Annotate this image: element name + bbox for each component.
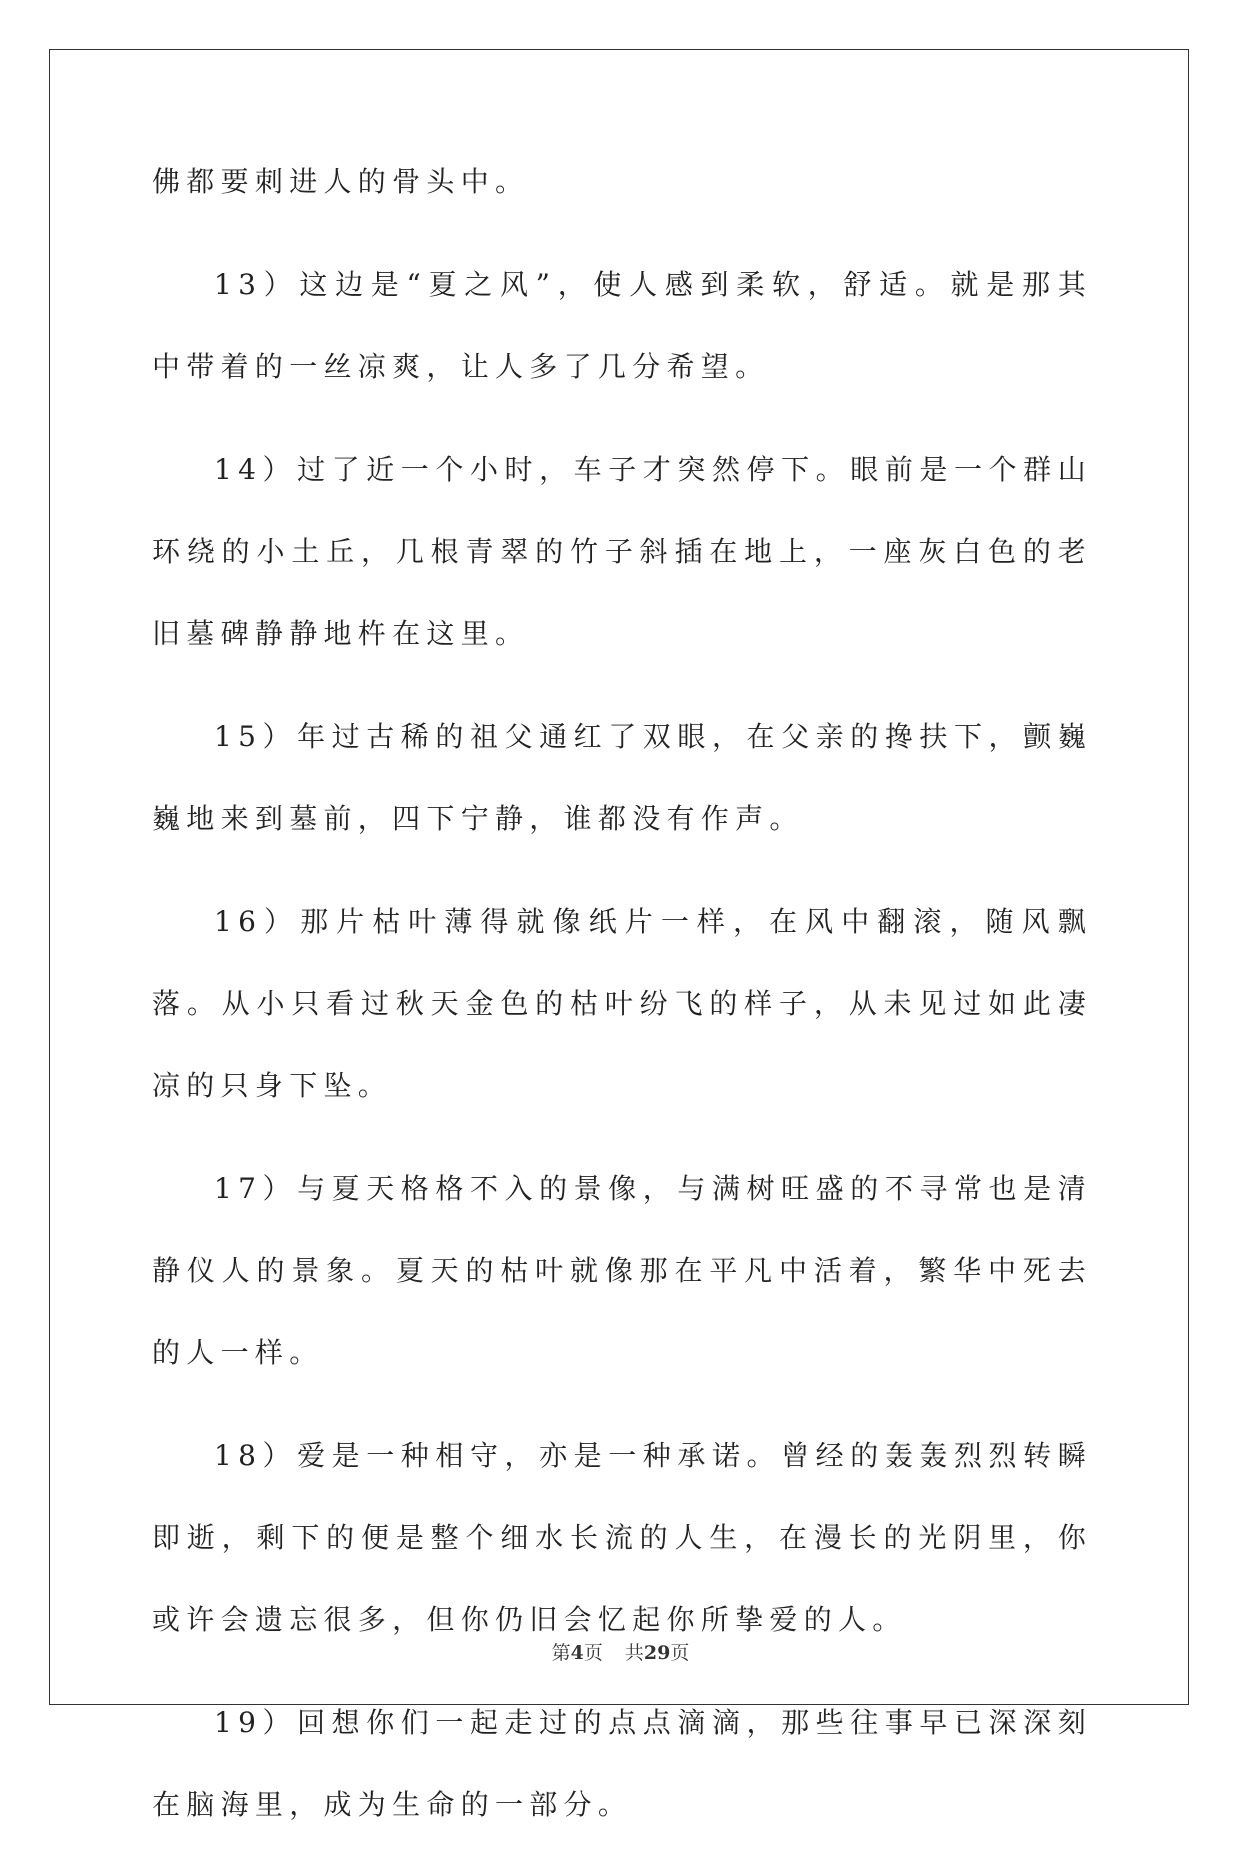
- page-footer: [0, 1638, 1241, 1665]
- footer-total-pages: 29: [643, 1642, 671, 1664]
- paragraph-14: 14）过了近一个小时，车子才突然停下。眼前是一个群山环绕的小土丘，几根青翠的竹子斜插在地上，一座灰白色的老旧墓碑静静地杵在这里。: [152, 453, 1092, 650]
- footer-total-prefix: 共: [624, 1642, 644, 1664]
- document-body: [152, 162, 1092, 1867]
- footer-total-suffix: 页: [670, 1642, 690, 1664]
- footer-page-prefix: 第: [551, 1642, 571, 1664]
- footer-page-suffix: 页: [583, 1642, 603, 1664]
- footer-page-number: 4: [570, 1642, 584, 1664]
- paragraph-19: 19）回想你们一起走过的点点滴滴，那些往事早已深深刻在脑海里，成为生命的一部分。: [152, 1706, 1092, 1821]
- paragraph-15: 15）年过古稀的祖父通红了双眼，在父亲的搀扶下，颤巍巍地来到墓前，四下宁静，谁都没有作声。: [152, 720, 1092, 835]
- paragraph-continuation: 佛都要刺进人的骨头中。: [152, 165, 530, 198]
- paragraph-18: 18）爱是一种相守，亦是一种承诺。曾经的轰轰烈烈转瞬即逝，剩下的便是整个细水长流的人生，在漫长的光阴里，你或许会遗忘很多，但你仍旧会忆起你所挚爱的人。: [152, 1439, 1092, 1636]
- paragraph-13: 13）这边是“夏之风”，使人感到柔软，舒适。就是那其中带着的一丝凉爽，让人多了几分希望。: [152, 268, 1092, 383]
- paragraph-16: 16）那片枯叶薄得就像纸片一样，在风中翻滚，随风飘落。从小只看过秋天金色的枯叶纷飞的样子，从未见过如此凄凉的只身下坠。: [152, 905, 1092, 1102]
- paragraph-17: 17）与夏天格格不入的景像，与满树旺盛的不寻常也是清静仪人的景象。夏天的枯叶就像那在平凡中活着，繁华中死去的人一样。: [152, 1172, 1092, 1369]
